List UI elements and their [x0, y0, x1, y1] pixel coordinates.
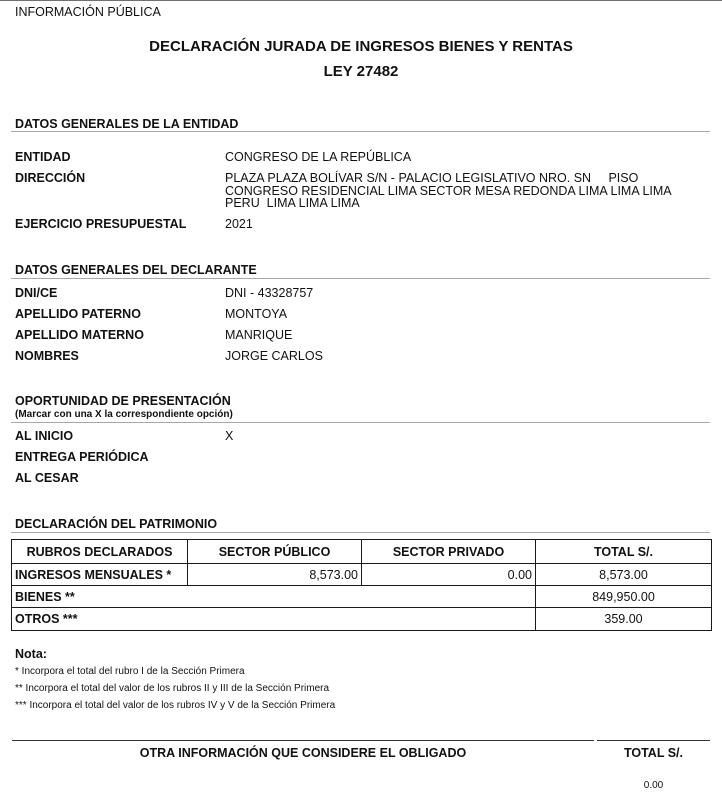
cell-sector-privado: 0.00 [362, 564, 536, 586]
cell-total: 8,573.00 [536, 564, 712, 586]
section-rule [11, 422, 710, 423]
apellido-materno-label: APELLIDO MATERNO [15, 328, 144, 342]
apellido-paterno-label: APELLIDO PATERNO [15, 307, 141, 321]
other-info-total-label: TOTAL S/. [623, 746, 684, 760]
cell-sector-publico: 8,573.00 [188, 564, 362, 586]
section-rule [11, 131, 710, 132]
note-item: ** Incorpora el total del valor de los rubros II y III de la Sección Primera [15, 683, 330, 694]
row-label-otros: OTROS *** [12, 608, 536, 631]
selected-mark: X [225, 429, 234, 443]
visibility-label: INFORMACIÓN PÚBLICA [15, 5, 161, 19]
dni-label: DNI/CE [15, 286, 58, 300]
note-item: * Incorpora el total del rubro I de la Sección Primera [15, 666, 245, 677]
direccion-line: CONGRESO RESIDENCIAL LIMA SECTOR MESA REDONDA LIMA LIMA LIMA [225, 183, 672, 198]
column-header-rubros: RUBROS DECLARADOS [12, 540, 188, 564]
table-row [12, 586, 712, 608]
nombres-value: JORGE CARLOS [225, 349, 323, 363]
document-title: DECLARACIÓN JURADA DE INGRESOS BIENES Y RENTAS [149, 38, 573, 55]
nombres-label: NOMBRES [15, 349, 79, 363]
row-label-ingresos: INGRESOS MENSUALES * [12, 564, 188, 586]
other-info-heading: OTRA INFORMACIÓN QUE CONSIDERE EL OBLIGADO [139, 746, 467, 760]
ejercicio-value: 2021 [225, 217, 253, 231]
notes-title: Nota: [15, 647, 47, 661]
entidad-label: ENTIDAD [15, 150, 71, 164]
section-rule [11, 278, 710, 279]
column-header-sector-privado: SECTOR PRIVADO [362, 540, 536, 564]
table-row [12, 564, 712, 586]
section-rule [11, 532, 710, 533]
section-heading-declarante: DATOS GENERALES DEL DECLARANTE [15, 263, 257, 277]
section-heading-patrimonio: DECLARACIÓN DEL PATRIMONIO [15, 517, 218, 531]
other-info-total-value: 0.00 [643, 780, 664, 791]
cell-total: 359.00 [536, 608, 712, 631]
ejercicio-label: EJERCICIO PRESUPUESTAL [15, 217, 187, 231]
cell-total: 849,950.00 [536, 586, 712, 608]
option-al-inicio: AL INICIO [15, 429, 74, 443]
section-heading-oportunidad: OPORTUNIDAD DE PRESENTACIÓN [15, 394, 231, 408]
column-header-total: TOTAL S/. [536, 540, 712, 564]
option-al-cesar: AL CESAR [15, 471, 79, 485]
other-info-rule [12, 740, 594, 741]
option-entrega-periodica: ENTREGA PERIÓDICA [15, 450, 149, 464]
note-item: *** Incorpora el total del valor de los rubros IV y V de la Sección Primera [15, 700, 336, 711]
apellido-paterno-value: MONTOYA [225, 307, 288, 321]
oportunidad-instruction: (Marcar con una X la correspondiente opción) [15, 409, 233, 420]
direccion-line: PLAZA PLAZA BOLÍVAR S/N - PALACIO LEGISLATIVO NRO. SN PISO [225, 171, 639, 185]
direccion-line: PERU LIMA LIMA LIMA [225, 196, 360, 210]
entidad-value: CONGRESO DE LA REPÚBLICA [225, 150, 412, 164]
row-label-bienes: BIENES ** [12, 586, 536, 608]
direccion-label: DIRECCIÓN [15, 171, 86, 185]
column-header-sector-publico: SECTOR PÚBLICO [188, 540, 362, 564]
dni-value: DNI - 43328757 [225, 286, 314, 300]
table-row [12, 608, 712, 631]
direccion-value [225, 172, 672, 210]
other-info-total-rule [597, 740, 710, 741]
table-header-row [12, 540, 712, 564]
apellido-materno-value: MANRIQUE [225, 328, 293, 342]
patrimonio-table [11, 539, 712, 631]
page-top-rule [0, 0, 722, 1]
law-number: LEY 27482 [323, 63, 399, 80]
section-heading-entidad: DATOS GENERALES DE LA ENTIDAD [15, 117, 239, 131]
